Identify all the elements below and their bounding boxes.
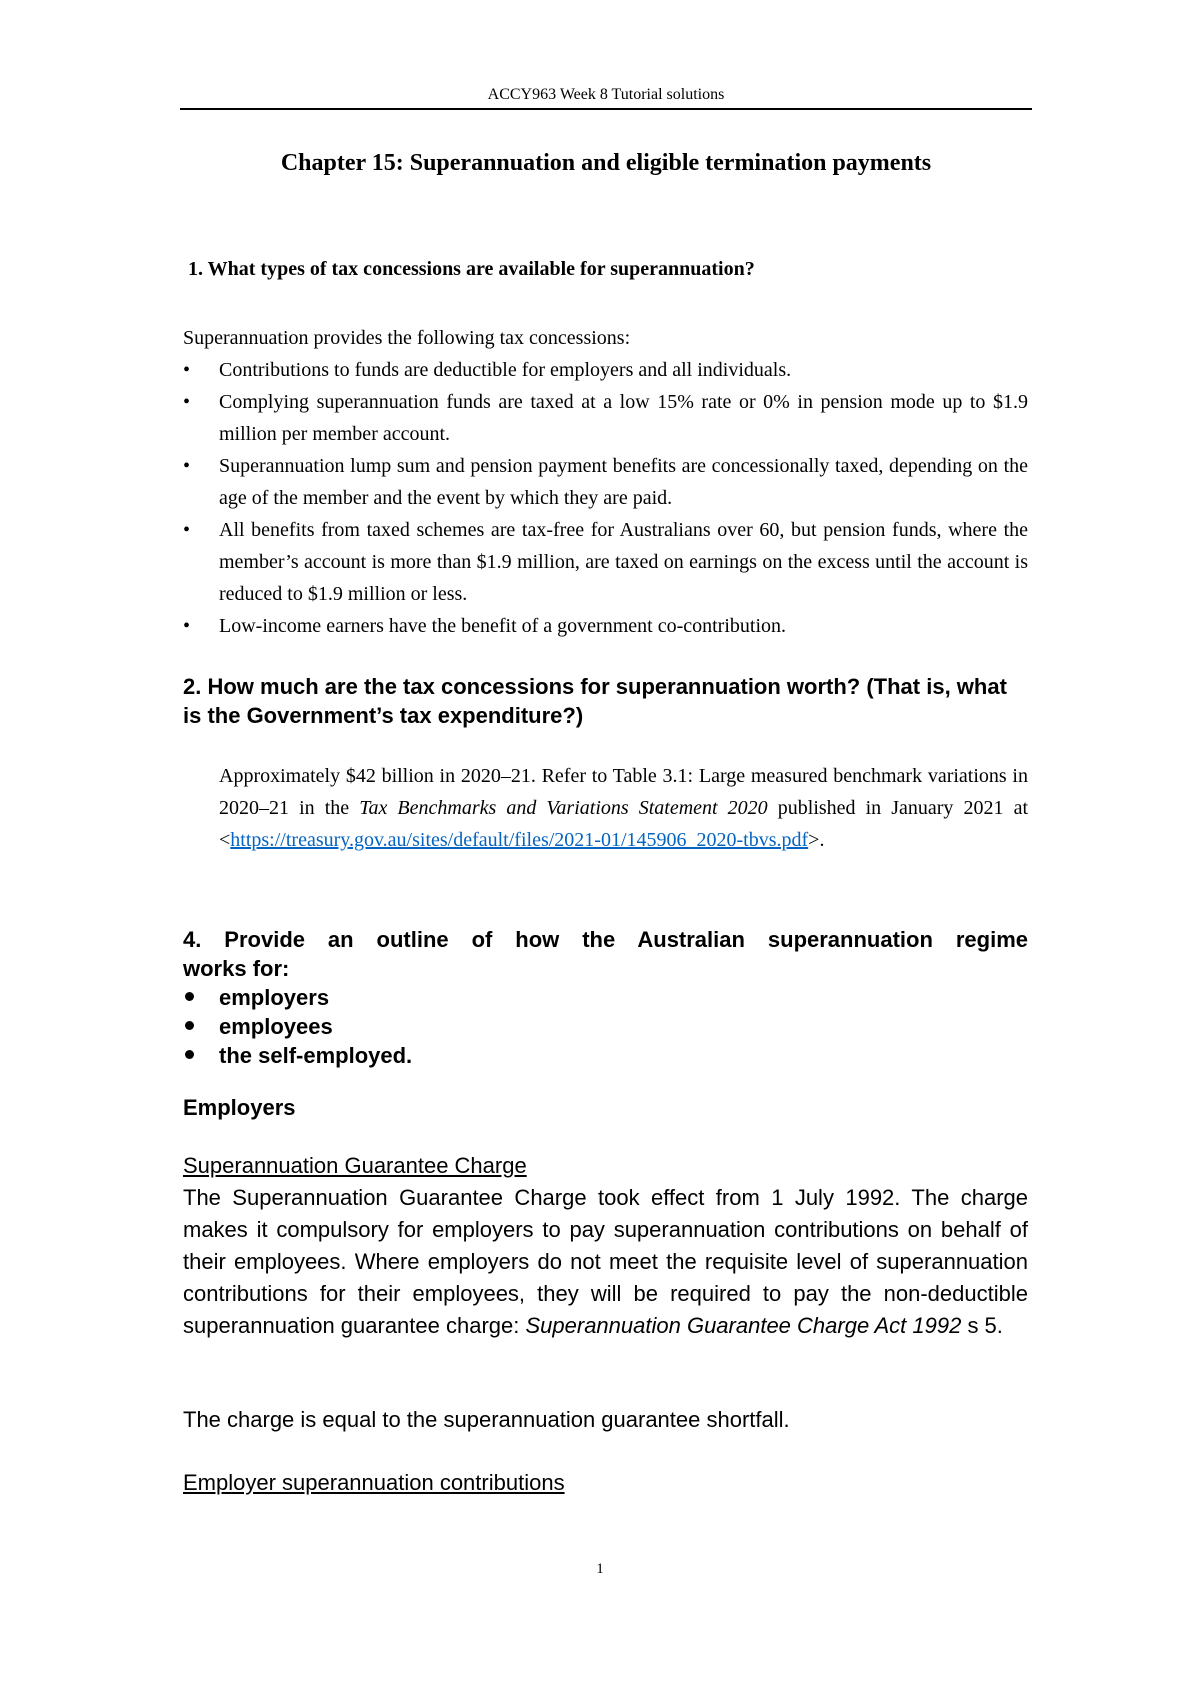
bullet-icon: • (183, 391, 191, 413)
contributions-subheading: Employer superannuation contributions (183, 1470, 565, 1495)
charge-paragraph: The charge is equal to the superannuation guarantee shortfall. (183, 1407, 790, 1432)
list-item: employees (183, 1012, 1028, 1041)
answer-text: Approximately $42 billion in 2020–21. Refer to Table 3.1: Large measured benchmark variations in 2020–21 in the (219, 765, 1028, 819)
question-2-answer (219, 760, 1028, 856)
bullet-icon (185, 992, 194, 1001)
list-item: employers (183, 983, 1028, 1012)
treasury-link[interactable]: https://treasury.gov.au/sites/default/files/2021-01/145906_2020-tbvs.pdf (230, 829, 809, 851)
list-item: • Complying superannuation funds are taxed at a low 15% rate or 0% in pension mode up to $1.9 million per member account. (183, 386, 1028, 450)
publication-title: Tax Benchmarks and Variations Statement 2020 (359, 797, 768, 819)
question-4-list (183, 983, 1028, 1070)
question-1-intro: Superannuation provides the following tax concessions: (183, 327, 631, 349)
page-number: 1 (596, 1561, 604, 1577)
question-1: 1. What types of tax concessions are available for superannuation? (188, 258, 755, 280)
answer-text: published in January 2021 at (767, 797, 1028, 819)
bullet-icon (185, 1021, 194, 1030)
question-2: 2. How much are the tax concessions for superannuation worth? (That is, what is the Government’s tax expenditure?) (183, 674, 1007, 728)
concessions-list (183, 354, 1028, 642)
bullet-icon: • (183, 519, 191, 541)
list-item: • Low-income earners have the benefit of a government co-contribution. (183, 610, 1028, 642)
list-item: • Contributions to funds are deductible for employers and all individuals. (183, 354, 1028, 386)
sgc-subheading: Superannuation Guarantee Charge (183, 1153, 527, 1178)
bullet-icon (185, 1050, 194, 1059)
chapter-title: Chapter 15: Superannuation and eligible termination payments (280, 150, 932, 176)
sgc-paragraph: The Superannuation Guarantee Charge took effect from 1 July 1992. The charge makes it compulsory for employers to pay superannuation contributions on behalf of their employees. Where employers do not meet the requisite level of superannuation contributions for their employees, they will be required to pay the non-deductible superannuation guarantee charge: Superannuation Guarantee Charge Act 1992 s 5. (183, 1185, 1028, 1338)
header-divider (180, 108, 1032, 110)
bullet-icon: • (183, 455, 191, 477)
employers-heading: Employers (183, 1095, 296, 1120)
question-4: 4. Provide an outline of how the Australian superannuation regime works for: (183, 927, 1028, 981)
page-header: ACCY963 Week 8 Tutorial solutions (487, 86, 725, 103)
bullet-icon: • (183, 615, 191, 637)
list-item: • All benefits from taxed schemes are tax-free for Australians over 60, but pension funds, where the member’s account is more than $1.9 million, are taxed on earnings on the excess until the account is reduced to $1.9 million or less. (183, 514, 1028, 610)
link-line: <https://treasury.gov.au/sites/default/files/2021-01/145906_2020-tbvs.pdf>. (219, 829, 825, 851)
list-item: the self-employed. (183, 1041, 1028, 1070)
list-item: • Superannuation lump sum and pension payment benefits are concessionally taxed, depending on the age of the member and the event by which they are paid. (183, 450, 1028, 514)
bullet-icon: • (183, 359, 191, 381)
act-title: Superannuation Guarantee Charge Act 1992 (525, 1313, 962, 1338)
